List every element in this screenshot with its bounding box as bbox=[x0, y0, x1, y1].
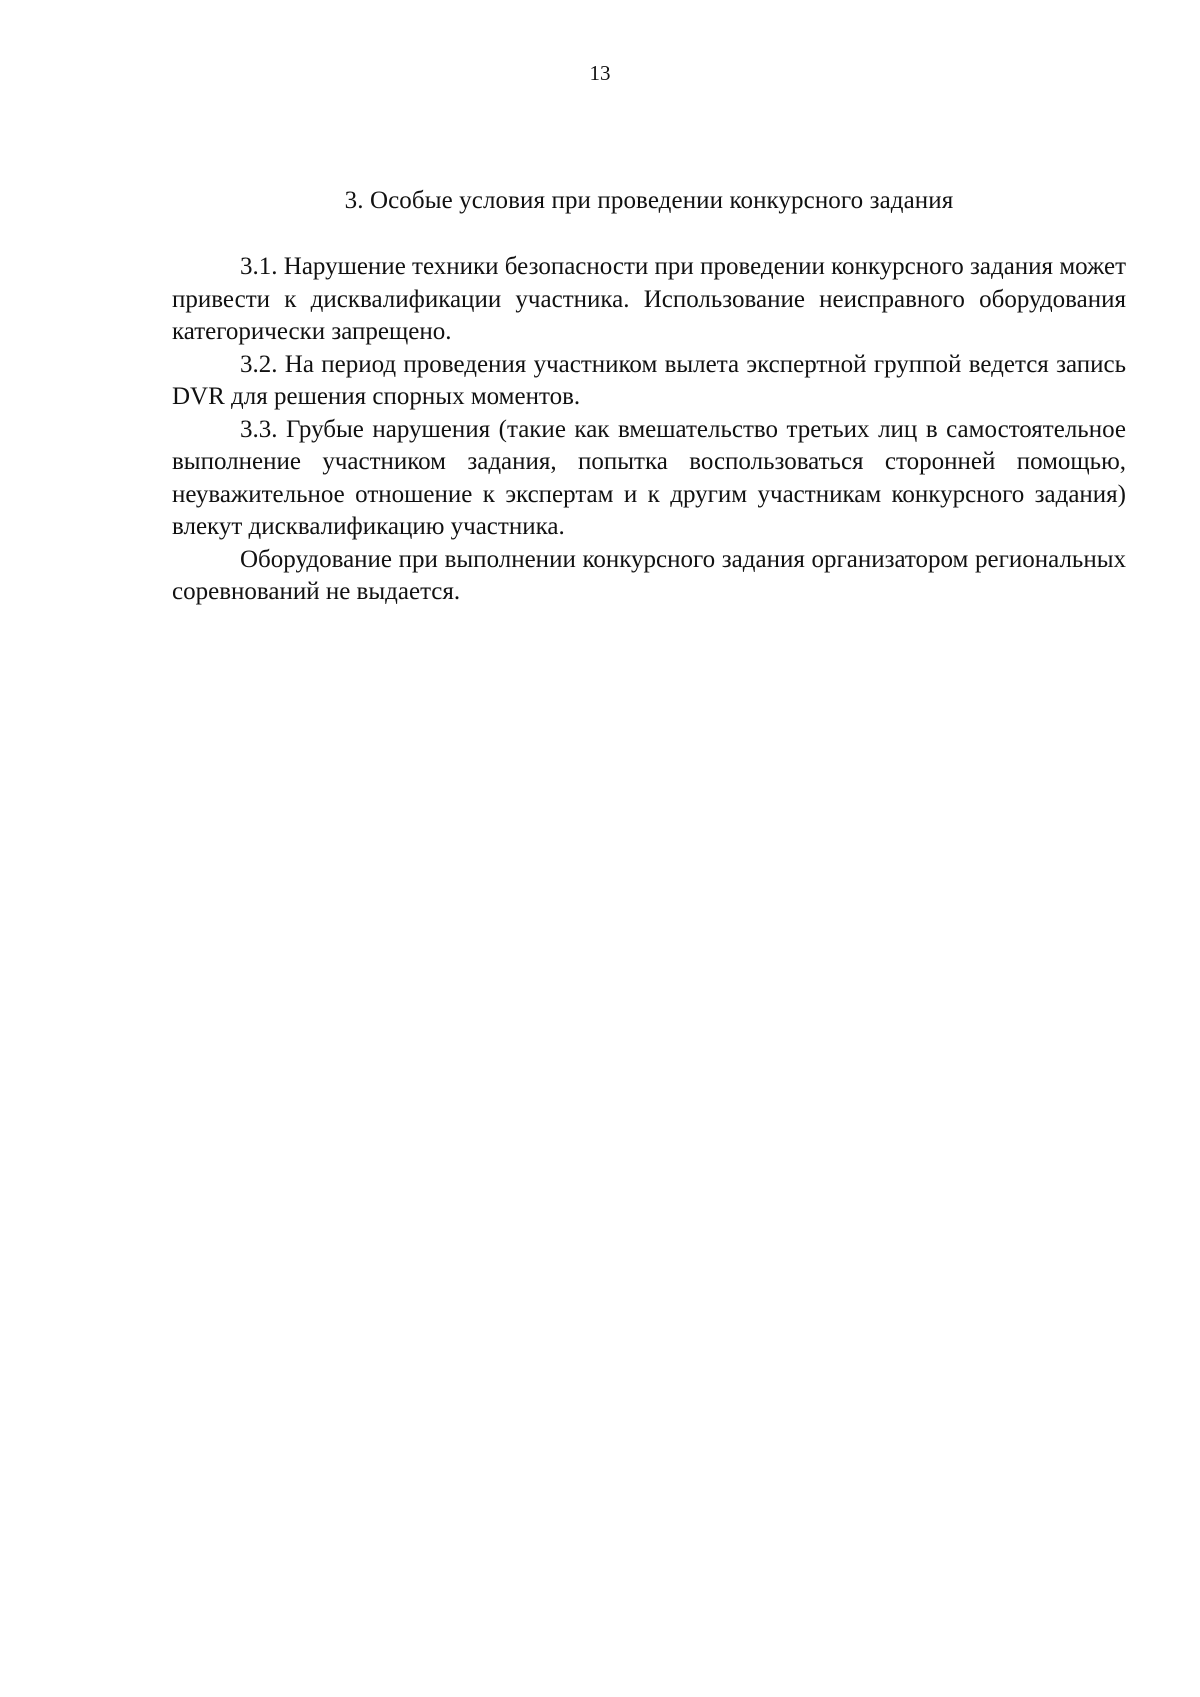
section-body bbox=[172, 251, 1126, 609]
paragraph-3-1: 3.1. Нарушение техники безопасности при проведении конкурсного задания может привести к дисквалификации участника. Использование неисправного оборудования категорически запрещено. bbox=[172, 253, 1126, 345]
page-content bbox=[172, 186, 1126, 609]
paragraph-equipment: Оборудование при выполнении конкурсного задания организатором региональных соревнований не выдается. bbox=[172, 545, 1126, 605]
paragraph-3-2: 3.2. На период проведения участником вылета экспертной группой ведется запись DVR для решения спорных моментов. bbox=[172, 350, 1126, 410]
section-title: 3. Особые условия при проведении конкурсного задания bbox=[344, 187, 954, 214]
paragraph-3-3: 3.3. Грубые нарушения (такие как вмешательство третьих лиц в самостоятельное выполнение участником задания, попытка воспользоваться сторонней помощью, неуважительное отношение к экспертам и к другим участникам конкурсного задания) влекут дисквалификацию участника. bbox=[172, 415, 1126, 540]
page-number: 13 bbox=[589, 61, 611, 85]
